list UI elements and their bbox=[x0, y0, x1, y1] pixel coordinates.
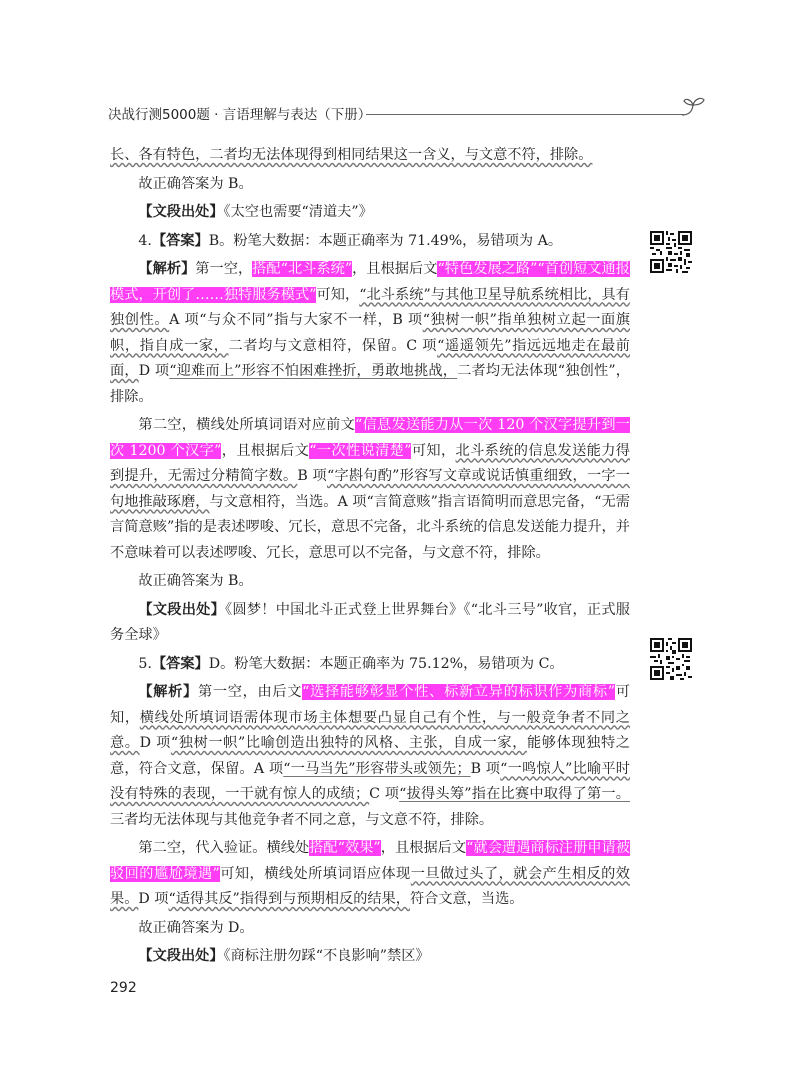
sprout-icon bbox=[680, 95, 706, 117]
q3-source: 【文段出处】《太空也需要“清道夫”》 bbox=[138, 204, 373, 220]
q4-analysis-blank2: 第二空，横线处所填词语对应前文“信息发送能力从一次 120 个汉字提升到一次 1200 个汉字”，且根据后文“一次性说清楚”可知，北斗系统的信息发送能力得到提升，无需过分精简字数。B 项“字斟句酌”形容写文章或说话慎重细致，一字一句地推敲琢磨，与文意相符，当选。A 项“言简意赅”指言语简明而意思完备，“无需言简意赅”指的是表述啰唆、冗长，意思不完备，北斗系统的信息发送能力提升，并不意味着可以表述啰唆、冗长，意思可以不完备，与文意不符，排除。 bbox=[110, 417, 630, 561]
q4-analysis-blank1: 【解析】第一空，搭配“北斗系统”，且根据后文“特色发展之路”“首创短文通报模式，开创了……独特服务模式”可知，“北斗系统”与其他卫星导航系统相比，具有独创性。A 项“与众不同”指与大家不一样，B 项“独树一帜”指单独树立起一面旗帜，指自成一家，二者均与文意相符，保留。C 项“遥遥领先”指远远地走在最前面，D 项“迎难而上”形容不怕困难挫折，勇敢地挑战，二者均无法体现“独创性”，排除。 bbox=[110, 261, 630, 405]
page-number: 292 bbox=[110, 980, 137, 996]
highlight: “特色发展之路”“首创短文通报模式，开创了……独特服务模式” bbox=[110, 261, 630, 303]
answer-label: 【答案】 bbox=[151, 232, 209, 249]
header-rule bbox=[366, 114, 684, 115]
q4-answer: 4.【答案】B。粉笔大数据：本题正确率为 71.49%，易错项为 A。 bbox=[138, 232, 563, 249]
qr-code-icon[interactable] bbox=[650, 231, 692, 273]
source-label: 【文段出处】 bbox=[138, 601, 226, 618]
highlight: “一次性说清楚” bbox=[309, 442, 412, 459]
analysis-label: 【解析】 bbox=[138, 261, 196, 277]
q5-answer: 5.【答案】D。粉笔大数据：本题正确率为 75.12%，易错项为 C。 bbox=[138, 655, 564, 672]
q5-analysis-blank1: 【解析】第一空，由后文“选择能够彰显个性、标新立异的标识作为商标”可知，横线处所填词语需体现市场主体想要凸显自己有个性，与一般竞争者不同之意。D 项“独树一帜”比喻创造出独特的风格、主张，自成一家，能够体现独特之意，符合文意，保留。A 项“一马当先”形容带头或领先；B 项“一鸣惊人”比喻平时没有特殊的表现，一干就有惊人的成绩；C 项“拔得头筹”指在比赛中取得了第一。三者均无法体现与其他竞争者不同之意，与文意不符，排除。 bbox=[110, 684, 630, 828]
highlight: “就会遭遇商标注册申请被驳回的尴尬境遇” bbox=[110, 840, 630, 882]
q3-answer: 故正确答案为 B。 bbox=[138, 175, 253, 192]
page-content bbox=[110, 143, 630, 970]
highlight: 搭配“北斗系统” bbox=[252, 261, 353, 277]
q4-answer-line: 故正确答案为 B。 bbox=[138, 573, 253, 589]
highlight: “选择能够彰显个性、标新立异的标识作为商标” bbox=[302, 684, 616, 700]
q3-continuation: 长、各有特色，二者均无法体现得到相同结果这一含义，与文意不符，排除。 bbox=[110, 147, 593, 163]
answer-label: 【答案】 bbox=[151, 655, 209, 672]
q5-source: 【文段出处】《商标注册勿踩“不良影响”禁区》 bbox=[138, 948, 430, 964]
book-title: 决战行测5000题 · 言语理解与表达（下册） bbox=[108, 107, 372, 123]
source-label: 【文段出处】 bbox=[138, 948, 224, 964]
highlight: “信息发送能力从一次 120 个汉字提升到一次 1200 个汉字” bbox=[110, 417, 630, 459]
running-header bbox=[108, 101, 698, 133]
highlight: 搭配“效果” bbox=[309, 840, 381, 856]
q4-source: 【文段出处】《圆梦！中国北斗正式登上世界舞台》《“北斗三号”收官，正式服务全球》 bbox=[110, 601, 630, 643]
analysis-label: 【解析】 bbox=[138, 684, 198, 700]
source-label: 【文段出处】 bbox=[138, 204, 224, 220]
q5-answer-line: 故正确答案为 D。 bbox=[138, 919, 254, 936]
qr-code-icon[interactable] bbox=[650, 638, 692, 680]
q5-analysis-blank2: 第二空，代入验证。横线处搭配“效果”，且根据后文“就会遭遇商标注册申请被驳回的尴尬境遇”可知，横线处所填词语应体现一旦做过头了，就会产生相反的效果。D 项“适得其反”指得到与预期相反的结果，符合文意，当选。 bbox=[110, 840, 630, 907]
